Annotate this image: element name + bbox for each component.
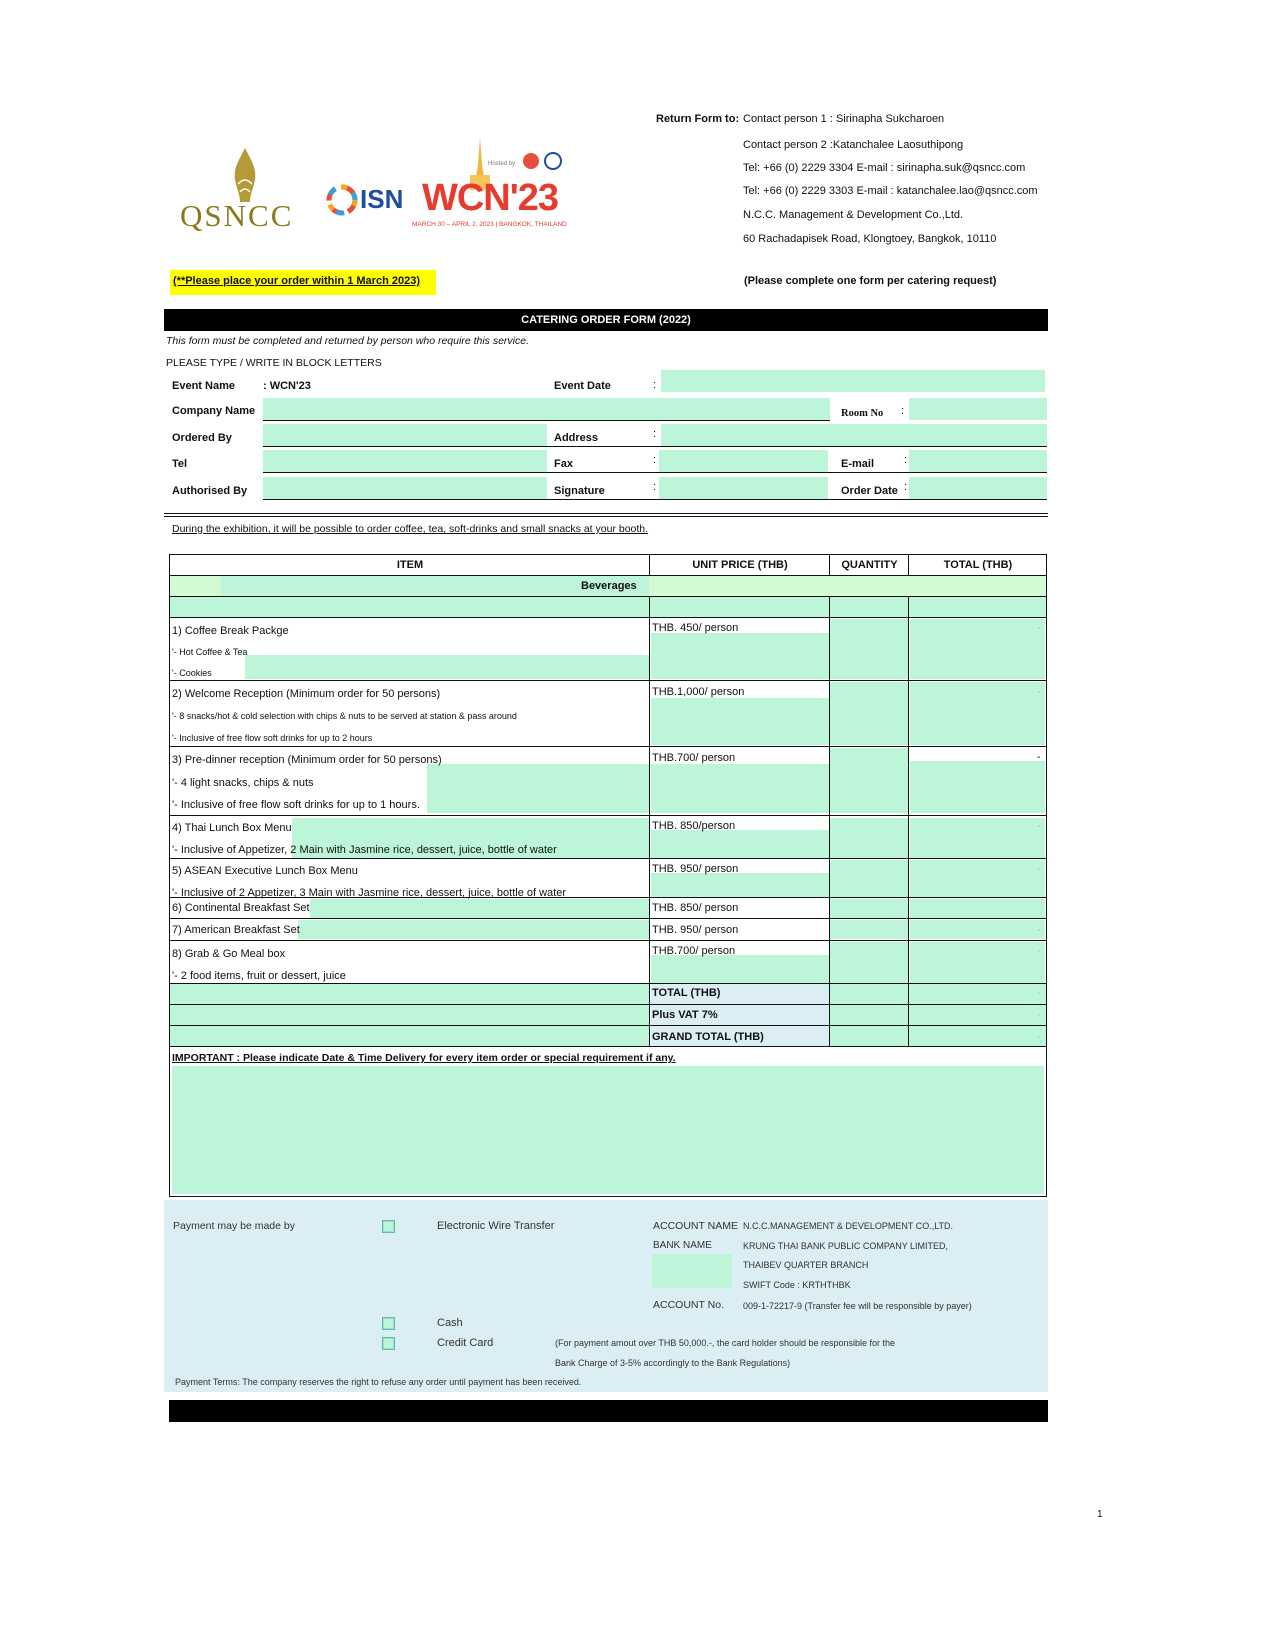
divider	[263, 472, 1047, 473]
item-price: THB.700/ person	[652, 945, 736, 957]
fax-field[interactable]	[659, 450, 828, 472]
divider	[829, 596, 830, 1046]
item-detail: '- Hot Coffee & Tea	[172, 647, 248, 657]
vat-label: Plus VAT 7%	[652, 1009, 718, 1021]
payment-option: Electronic Wire Transfer	[437, 1220, 555, 1232]
divider	[169, 918, 1047, 919]
instruction-1: This form must be completed and returned by person who require this service.	[166, 335, 530, 347]
important-note: IMPORTANT : Please indicate Date & Time Delivery for every item order or special requirement if any.	[172, 1052, 676, 1064]
item-title: 1) Coffee Break Packge	[172, 625, 289, 637]
header-item: ITEM	[396, 559, 424, 571]
item-title: 2) Welcome Reception (Minimum order for 50 persons)	[172, 688, 441, 700]
item-detail: '- Inclusive of free flow soft drinks for up to 1 hours.	[172, 799, 420, 811]
item-price: THB. 450/ person	[652, 622, 739, 634]
divider	[169, 575, 1047, 576]
divider	[164, 513, 1048, 514]
swift-code: SWIFT Code : KRTHTHBK	[743, 1280, 851, 1290]
divider	[263, 420, 830, 421]
account-no-label: ACCOUNT No.	[653, 1299, 724, 1311]
wcn-logo	[412, 135, 590, 235]
bank-name-value: KRUNG THAI BANK PUBLIC COMPANY LIMITED,	[743, 1241, 949, 1251]
payment-option: Credit Card	[437, 1337, 494, 1349]
instruction-2: PLEASE TYPE / WRITE IN BLOCK LETTERS	[166, 357, 382, 369]
colon: :	[653, 379, 657, 391]
total-dash: -	[1037, 686, 1041, 698]
bank-fill	[652, 1254, 732, 1288]
divider	[263, 446, 1047, 447]
total-dash: -	[1037, 1031, 1041, 1043]
total-dash: -	[1037, 622, 1041, 634]
contact-line: Contact person 2 :Katanchalee Laosuthipong	[743, 139, 964, 151]
order-date-label: Order Date	[841, 485, 898, 497]
divider	[164, 516, 1048, 517]
event-date-label: Event Date	[554, 380, 611, 392]
item-price: THB. 850/person	[652, 820, 736, 832]
wcn-hosted-by: Hosted by	[488, 161, 516, 167]
divider	[169, 1025, 1047, 1026]
room-no-label: Room No	[841, 408, 884, 419]
event-name-label: Event Name	[172, 380, 235, 392]
colon: :	[653, 454, 657, 466]
wire-transfer-checkbox[interactable]	[382, 1220, 395, 1233]
divider	[908, 596, 909, 1046]
qsncc-logo	[180, 140, 310, 235]
total-dash: -	[1037, 863, 1041, 875]
item-price: THB. 950/ person	[652, 863, 739, 875]
item-title: 8) Grab & Go Meal box	[172, 948, 286, 960]
address-label: Address	[554, 432, 599, 444]
email-field[interactable]	[909, 450, 1047, 472]
colon: :	[653, 481, 657, 493]
item-detail: '- Cookies	[172, 668, 212, 678]
special-requirements-field[interactable]	[172, 1066, 1044, 1194]
page-number: 1	[1097, 1509, 1103, 1520]
authorised-by-label: Authorised By	[172, 485, 248, 497]
isn-ring-icon	[324, 182, 364, 222]
signature-label: Signature	[554, 485, 605, 497]
colon: :	[904, 481, 908, 493]
total-label: TOTAL (THB)	[652, 987, 721, 999]
total-dash: -	[1037, 987, 1041, 999]
divider	[169, 858, 1047, 859]
form-title: CATERING ORDER FORM (2022)	[521, 314, 691, 326]
divider	[169, 596, 1047, 597]
total-dash: -	[1037, 945, 1041, 957]
ordered-by-label: Ordered By	[172, 432, 232, 444]
section-beverages: Beverages	[581, 580, 637, 592]
grand-total-label: GRAND TOTAL (THB)	[652, 1031, 764, 1043]
isn-logo	[324, 182, 419, 232]
item-title: 4) Thai Lunch Box Menu	[172, 822, 292, 834]
item-price: THB. 950/ person	[652, 924, 739, 936]
item-title: 7) American Breakfast Set	[172, 924, 300, 936]
credit-card-checkbox[interactable]	[382, 1337, 395, 1350]
divider	[169, 1004, 1047, 1005]
total-dash: -	[1037, 1009, 1041, 1021]
item-detail: '- Inclusive of 2 Appetizer, 3 Main with Jasmine rice, dessert, juice, bottle of water	[172, 887, 567, 899]
item-detail: '- 8 snacks/hot & cold selection with chips & nuts to be served at station & pass around	[172, 711, 517, 721]
total-dash: -	[1037, 751, 1041, 763]
address-field[interactable]	[661, 424, 1047, 446]
contact-line: Tel: +66 (0) 2229 3304 E-mail : sirinapha.suk@qsncc.com	[743, 162, 1026, 174]
wcn-dates: MARCH 30 – APRIL 2, 2023 | BANGKOK, THAILAND	[412, 221, 567, 228]
total-dash: -	[1037, 820, 1041, 832]
company-name-field[interactable]	[263, 398, 830, 420]
fax-label: Fax	[554, 458, 573, 470]
order-date-field[interactable]	[909, 477, 1047, 499]
order-deadline: (**Please place your order within 1 March 2023)	[173, 275, 420, 287]
qsncc-logo-text: QSNCC	[180, 198, 294, 233]
divider	[169, 983, 1047, 984]
colon: :	[901, 405, 905, 417]
divider	[169, 815, 1047, 816]
email-label: E-mail	[841, 458, 875, 470]
payment-option: Cash	[437, 1317, 463, 1329]
divider	[169, 680, 1047, 681]
total-dash: -	[1037, 924, 1041, 936]
exhibition-note: During the exhibition, it will be possible to order coffee, tea, soft-drinks and small snacks at your booth.	[172, 523, 649, 535]
divider	[169, 617, 1047, 618]
header-total: TOTAL (THB)	[943, 559, 1013, 571]
event-date-field[interactable]	[661, 370, 1045, 392]
bank-branch: THAIBEV QUARTER BRANCH	[743, 1260, 869, 1270]
bank-name-label: BANK NAME	[653, 1240, 712, 1251]
cash-checkbox[interactable]	[382, 1317, 395, 1330]
contact-line: Contact person 1 : Sirinapha Sukcharoen	[743, 113, 945, 125]
divider	[169, 940, 1047, 941]
item-title: 5) ASEAN Executive Lunch Box Menu	[172, 865, 358, 877]
header-quantity: QUANTITY	[841, 559, 898, 571]
item-title: 6) Continental Breakfast Set	[172, 902, 310, 914]
item-detail: '- 2 food items, fruit or dessert, juice	[172, 970, 346, 982]
company-name-label: Company Name	[172, 405, 256, 417]
item-price: THB. 850/ person	[652, 902, 739, 914]
item-detail: '- Inclusive of free flow soft drinks for up to 2 hours	[172, 733, 373, 743]
return-form-label: Return Form to:	[656, 113, 740, 125]
tel-field[interactable]	[263, 450, 547, 472]
one-form-note: (Please complete one form per catering request)	[744, 275, 997, 287]
account-name-label: ACCOUNT NAME	[653, 1220, 738, 1232]
colon: :	[904, 454, 908, 466]
room-no-field[interactable]	[909, 398, 1047, 420]
account-name-value: N.C.C.MANAGEMENT & DEVELOPMENT CO.,LTD.	[743, 1221, 954, 1231]
item-price: THB.1,000/ person	[652, 686, 745, 698]
signature-field[interactable]	[659, 477, 828, 499]
divider	[649, 596, 650, 1046]
colon: :	[653, 428, 657, 440]
payment-label: Payment may be made by	[173, 1220, 295, 1232]
payment-terms: Payment Terms: The company reserves the right to refuse any order until payment has been received.	[175, 1377, 582, 1387]
isn-logo-text: ISN	[360, 184, 404, 214]
wcn-logo-text: WCN'23	[422, 177, 559, 219]
item-detail: '- Inclusive of Appetizer, 2 Main with Jasmine rice, dessert, juice, bottle of water	[172, 844, 557, 856]
footer-bar	[169, 1400, 1048, 1422]
credit-note: Bank Charge of 3-5% accordingly to the Bank Regulations)	[555, 1358, 791, 1368]
divider	[169, 1046, 1047, 1047]
divider	[263, 499, 1047, 500]
credit-note: (For payment amout over THB 50,000.-, the card holder should be responsible for the	[555, 1338, 896, 1348]
event-name-value: : WCN'23	[263, 380, 311, 392]
item-title: 3) Pre-dinner reception (Minimum order for 50 persons)	[172, 754, 442, 766]
ordered-by-field[interactable]	[263, 424, 547, 446]
item-detail: '- 4 light snacks, chips & nuts	[172, 777, 314, 789]
contact-line: 60 Rachadapisek Road, Klongtoey, Bangkok, 10110	[743, 233, 997, 245]
header-unit-price: UNIT PRICE (THB)	[692, 559, 788, 571]
account-no-value: 009-1-72217-9 (Transfer fee will be responsible by payer)	[743, 1301, 972, 1311]
authorised-by-field[interactable]	[263, 477, 547, 499]
divider	[169, 746, 1047, 747]
tel-label: Tel	[172, 458, 188, 470]
item-price: THB.700/ person	[652, 752, 736, 764]
contact-line: Tel: +66 (0) 2229 3303 E-mail : katanchalee.lao@qsncc.com	[743, 185, 1038, 197]
contact-line: N.C.C. Management & Development Co.,Ltd.	[743, 209, 964, 221]
